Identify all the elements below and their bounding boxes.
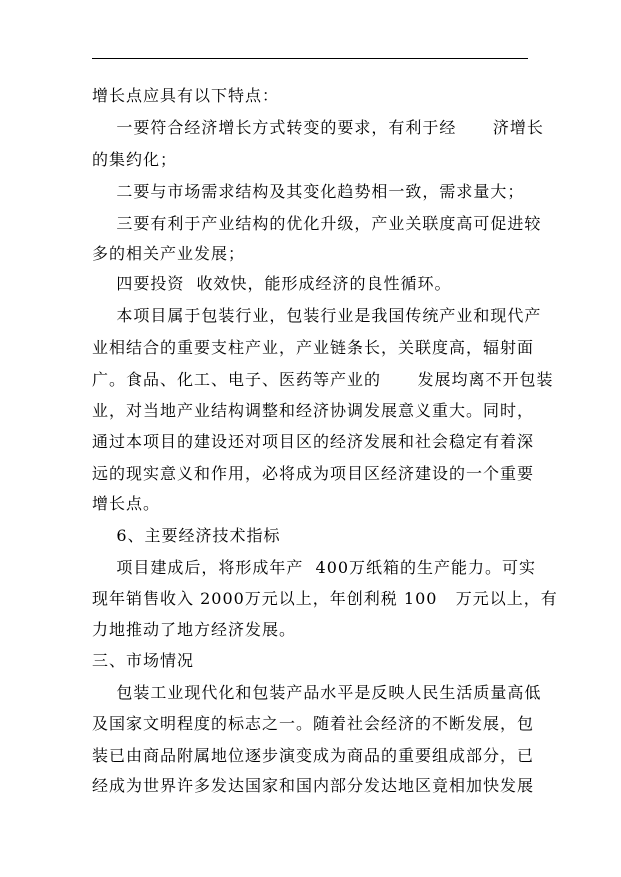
text-line: 项目建成后，将形成年产 400万纸箱的生产能力。可实 — [92, 558, 537, 577]
text-line: 通过本项目的建设还对项目区的经济发展和社会稳定有着深 — [92, 432, 535, 451]
text-line: 业，对当地产业结构调整和经济协调发展意义重大。同时， — [92, 401, 535, 420]
text-line: 四要投资 收效快，能形成经济的良性循环。 — [92, 274, 452, 293]
text-line: 增长点应具有以下特点： — [92, 86, 280, 105]
text-line: 三要有利于产业结构的优化升级，产业关联度高可促进较 — [92, 214, 542, 233]
text-line: 一要符合经济增长方式转变的要求，有利于经 济增长 — [92, 118, 544, 137]
text-line: 现年销售收入 2000万元以上，年创利税 100 万元以上，有 — [92, 589, 558, 608]
text-line: 二要与市场需求结构及其变化趋势相一致，需求量大； — [92, 182, 525, 201]
text-line: 的集约化； — [92, 150, 178, 169]
text-line: 装已由商品附属地位逐步演变成为商品的重要组成部分，已 — [92, 746, 535, 765]
text-line: 广。食品、化工、电子、医药等产业的 发展均离不开包装 — [92, 370, 554, 389]
text-line: 及国家文明程度的标志之一。随着社会经济的不断发展，包 — [92, 714, 535, 733]
text-line: 经成为世界许多发达国家和国内部分发达地区竟相加快发展 — [92, 776, 535, 795]
text-line: 三、市场情况 — [92, 651, 195, 670]
text-line: 增长点。 — [92, 494, 161, 513]
text-line: 力地推动了地方经济发展。 — [92, 620, 297, 639]
header-rule — [92, 58, 528, 59]
text-line: 远的现实意义和作用，必将成为项目区经济建设的一个重要 — [92, 464, 535, 483]
text-line: 多的相关产业发展； — [92, 244, 246, 263]
text-line: 本项目属于包装行业，包装行业是我国传统产业和现代产 — [92, 306, 542, 325]
text-line: 6、主要经济技术指标 — [92, 526, 281, 545]
text-line: 包装工业现代化和包装产品水平是反映人民生活质量高低 — [92, 683, 542, 702]
text-line: 业相结合的重要支柱产业，产业链条长，关联度高，辐射面 — [92, 338, 535, 357]
